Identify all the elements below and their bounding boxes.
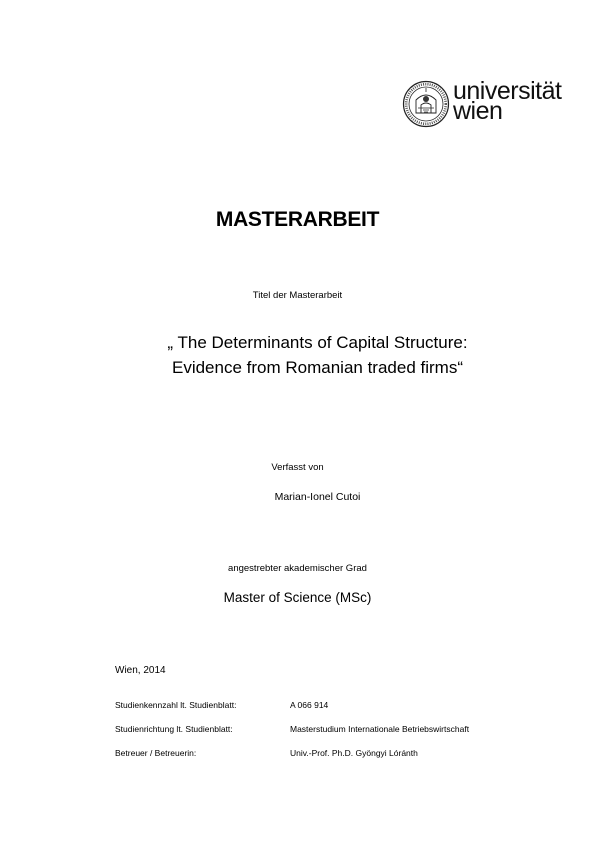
authored-by-label: Verfasst von [271,462,324,473]
degree-name: Master of Science (MSc) [223,590,372,605]
info-label: Studienkennzahl lt. Studienblatt: [115,700,237,710]
university-seal-icon [402,80,450,128]
info-value: Univ.-Prof. Ph.D. Gyöngyi Lóránth [290,748,418,758]
info-label: Studienrichtung lt. Studienblatt: [115,724,233,734]
degree-label: angestrebter akademischer Grad [228,563,367,574]
university-name [453,77,562,125]
thesis-title-label: Titel der Masterarbeit [252,290,343,301]
thesis-title-line-1: „ The Determinants of Capital Structure: [167,333,468,352]
thesis-title [20,330,595,380]
place-date: Wien, 2014 [115,665,166,676]
logo-line-2: wien [453,97,503,125]
logo-line-1: universität [453,77,562,105]
document-type-title: MASTERARBEIT [215,208,380,231]
info-value: A 066 914 [290,700,329,710]
info-label: Betreuer / Betreuerin: [115,748,197,758]
info-value: Masterstudium Internationale Betriebswirtschaft [290,724,470,734]
thesis-title-line-2: Evidence from Romanian traded firms“ [171,358,463,377]
author-name: Marian-Ionel Cutoi [274,491,361,503]
